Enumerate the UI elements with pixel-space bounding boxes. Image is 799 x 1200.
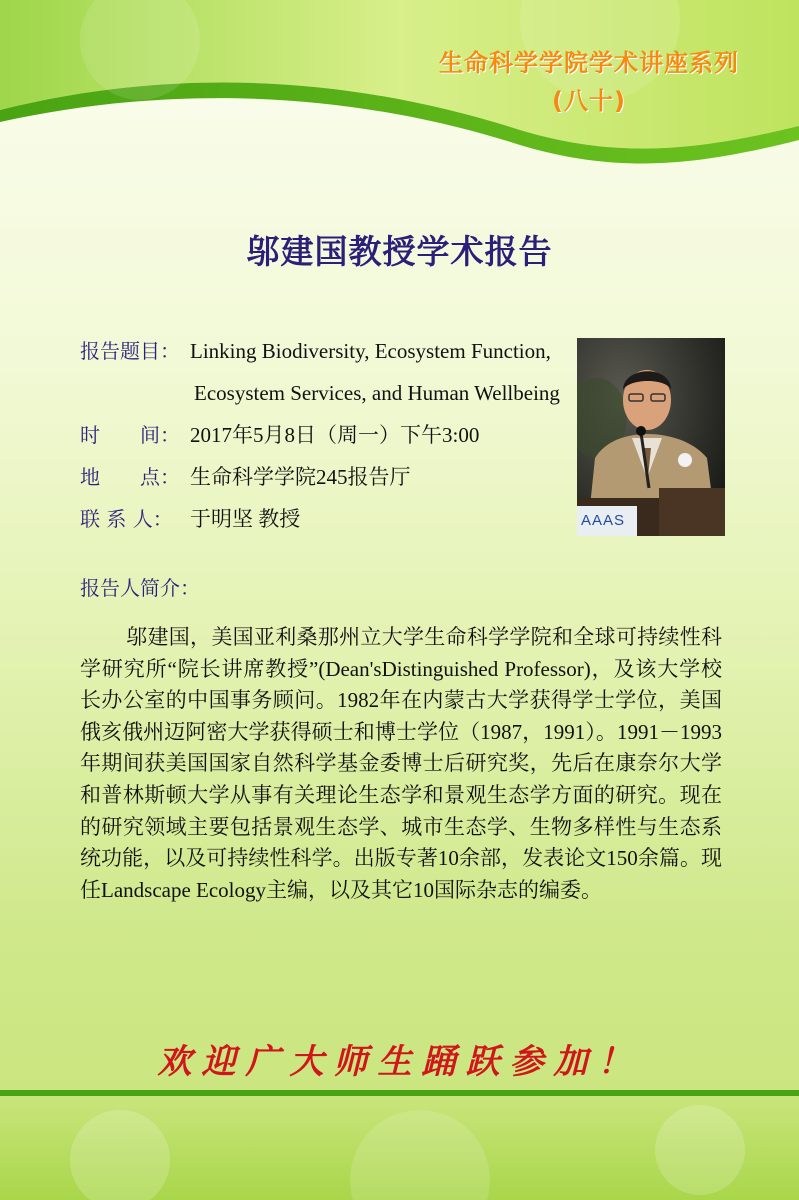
speaker-photo [577,338,725,536]
podium-logo-text: AAAS [581,512,626,529]
speaker-bio-text: 邬建国，美国亚利桑那州立大学生命科学学院和全球可持续性科学研究所“院长讲席教授”(Dean'sDistinguished Professor)，及该大学校长办公室的中国事务顾问。1982年在内蒙古大学获得学士学位，美国俄亥俄州迈阿密大学获得硕士和博士学位（1987，1991）。1991－1993年期间获美国国家自然科学基金委博士后研究奖，先后在康奈尔大学和普林斯顿大学从事有关理论生态学和景观生态学方面的研究。现在的研究领域主要包括景观生态学、城市生态学、生物多样性与生态系统功能，以及可持续性科学。出版专著10余部，发表论文150余篇。现任Landscape Ecology主编，以及其它10国际杂志的编委。 [80,625,722,902]
topic-row [80,334,560,376]
time-row [80,418,560,460]
speaker-photo-illustration [577,338,725,536]
topic-value-line1: Linking Biodiversity, Ecosystem Function, [190,339,551,363]
bottom-green-band [0,1090,799,1200]
series-line-2: (八十) [552,87,626,115]
place-value: 生命科学学院245报告厅 [190,465,411,489]
speaker-bio [80,622,722,906]
topic-value-line2: Ecosystem Services, and Human Wellbeing [194,381,560,405]
welcome-slogan: 欢迎广大师生踊跃参加！ [157,1042,642,1082]
topic-row-continued [80,376,560,418]
contact-value: 于明坚 教授 [190,507,301,531]
place-label: 地 点： [80,465,180,489]
lecture-info [80,334,560,544]
contact-label: 联 系 人： [80,507,173,531]
place-row [80,460,560,502]
time-label: 时 间： [80,423,180,447]
lecture-series-title [409,44,769,120]
page-title: 邬建国教授学术报告 [246,232,553,271]
speaker-intro-label: 报告人简介： [80,576,200,600]
time-value: 2017年5月8日（周一）下午3:00 [190,423,480,447]
contact-row [80,502,560,544]
topic-label: 报告题目： [80,339,180,363]
series-line-1: 生命科学学院学术讲座系列 [439,49,739,77]
